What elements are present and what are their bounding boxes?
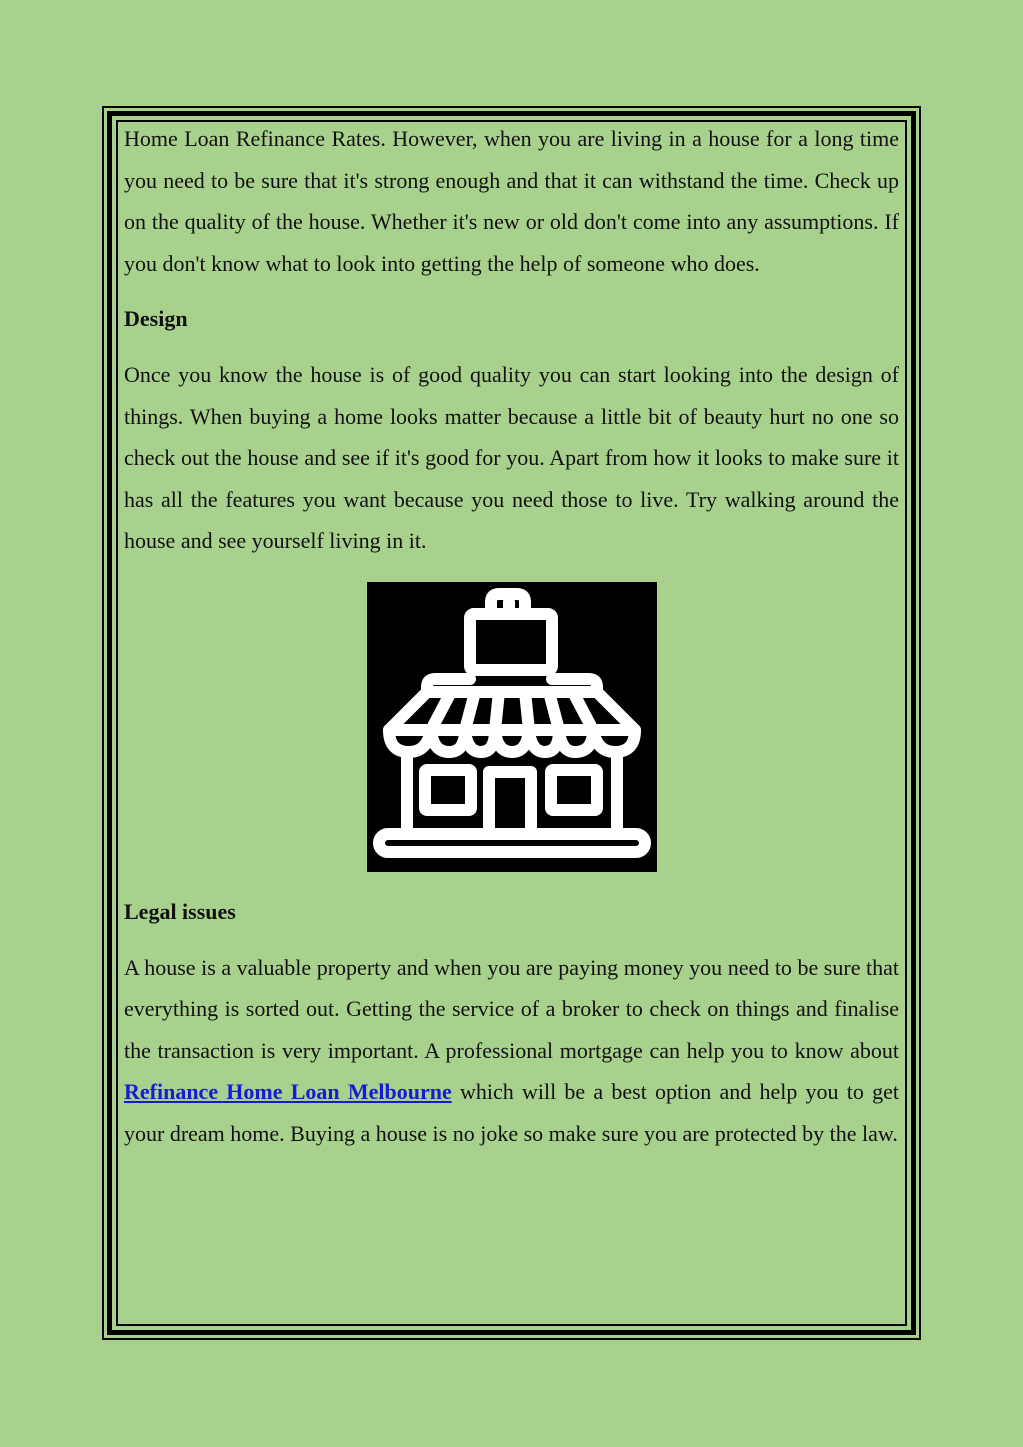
legal-paragraph [124,947,899,1155]
legal-heading: Legal issues [124,898,236,924]
image-container [124,582,899,872]
legal-text-before: A house is a valuable property and when you are paying money you need to be sure that everything is sorted out. Getting the service of a broker to check on things and finalise the transaction is very important. A professional mortgage can help you to know about [124,954,899,1063]
intro-paragraph: Home Loan Refinance Rates. However, when you are living in a house for a long time you need to be sure that it's strong enough and that it can withstand the time. Check up on the quality of the house. Whether it's new or old don't come into any assumptions. If you don't know what to look into getting the help of someone who does. [124,126,899,276]
legal-text-after: which will be a best option and help you to get your dream home. Buying a house is no joke so make sure you are protected by the law. [124,1079,899,1146]
storefront-icon [367,582,657,872]
article-content [124,118,899,1155]
refinance-link[interactable]: Refinance Home Loan Melbourne [124,1079,452,1105]
design-paragraph: Once you know the house is of good quality you can start looking into the design of things. When buying a home looks matter because a little bit of beauty hurt no one so check out the house and see if it's good for you. Apart from how it looks to make sure it has all the features you want because you need those to live. Try walking around the house and see yourself living in it. [124,361,899,554]
design-heading: Design [124,306,188,332]
